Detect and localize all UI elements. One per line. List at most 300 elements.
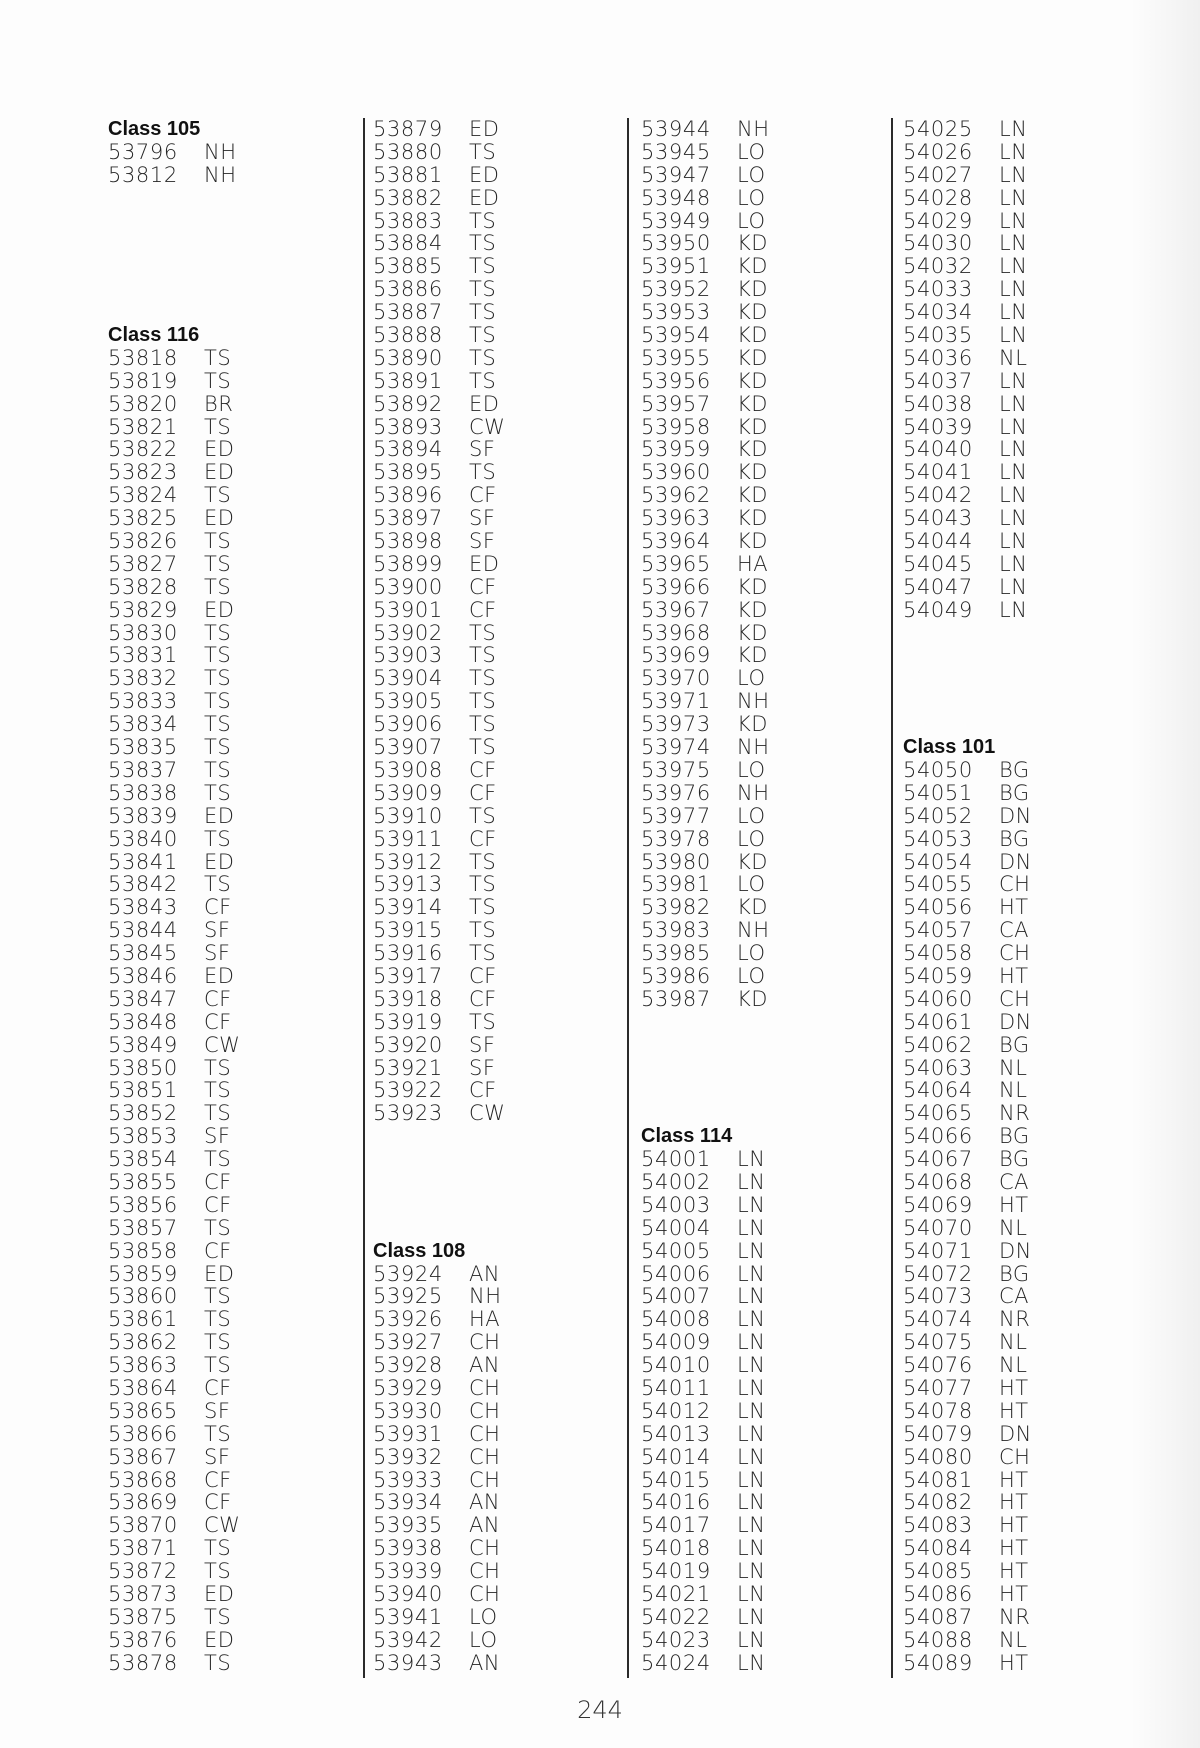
depot-code: ED [204, 460, 235, 485]
vehicle-number: 54013 [641, 1421, 711, 1446]
vehicle-number: 53796 [108, 139, 178, 164]
depot-code: SF [204, 918, 231, 943]
vehicle-row [373, 1446, 553, 1469]
vehicle-row [108, 1057, 288, 1080]
vehicle-number: 53850 [108, 1055, 178, 1080]
depot-code: NH [737, 780, 770, 805]
vehicle-row [108, 370, 288, 393]
depot-code: HT [999, 1490, 1029, 1515]
depot-code: KD [737, 437, 768, 462]
depot-code: NH [737, 689, 770, 714]
depot-code: TS [204, 368, 232, 393]
vehicle-number: 53930 [373, 1398, 443, 1423]
vehicle-row [108, 484, 288, 507]
vehicle-number: 54017 [641, 1513, 711, 1538]
depot-code: TS [469, 300, 497, 325]
depot-code: TS [204, 666, 232, 691]
vehicle-number: 54049 [903, 597, 973, 622]
depot-code: HA [469, 1307, 501, 1332]
depot-code: TS [204, 1330, 232, 1355]
vehicle-row [641, 1194, 821, 1217]
vehicle-row [903, 324, 1083, 347]
depot-code: TS [204, 529, 232, 554]
vehicle-row [373, 301, 553, 324]
vehicle-row [108, 1514, 288, 1537]
vehicle-row [903, 1102, 1083, 1125]
vehicle-row [108, 1652, 288, 1675]
vehicle-number: 53983 [641, 918, 711, 943]
vehicle-row [373, 393, 553, 416]
vehicle-row [108, 1263, 288, 1286]
vehicle-number: 53822 [108, 437, 178, 462]
vehicle-number: 53943 [373, 1650, 443, 1675]
depot-code: TS [204, 1421, 232, 1446]
depot-code: TS [204, 689, 232, 714]
vehicle-row [373, 1102, 553, 1125]
vehicle-row [373, 919, 553, 942]
vehicle-row [108, 1194, 288, 1217]
vehicle-number: 53882 [373, 185, 443, 210]
depot-code: CH [469, 1582, 501, 1606]
vehicle-row [903, 301, 1083, 324]
depot-code: TS [469, 254, 497, 279]
vehicle-row [373, 576, 553, 599]
depot-code: HT [999, 895, 1029, 920]
depot-code: LN [999, 117, 1028, 141]
vehicle-row [903, 942, 1083, 965]
vehicle-number: 54061 [903, 1009, 973, 1034]
vehicle-number: 53855 [108, 1169, 178, 1194]
vehicle-row [373, 782, 553, 805]
depot-code: LN [999, 414, 1028, 439]
vehicle-number: 53904 [373, 666, 443, 691]
vehicle-number: 53891 [373, 368, 443, 393]
vehicle-number: 53905 [373, 689, 443, 714]
vehicle-number: 54075 [903, 1330, 973, 1355]
vehicle-number: 53928 [373, 1353, 443, 1378]
vehicle-number: 54040 [903, 437, 973, 462]
vehicle-row [373, 805, 553, 828]
vehicle-number: 53870 [108, 1513, 178, 1538]
vehicle-row [903, 187, 1083, 210]
vehicle-row [373, 988, 553, 1011]
depot-code: BG [999, 1147, 1030, 1172]
depot-code: KD [737, 483, 768, 508]
vehicle-number: 53848 [108, 1009, 178, 1034]
spacer [108, 187, 288, 210]
vehicle-number: 53881 [373, 162, 443, 187]
vehicle-row [641, 667, 821, 690]
depot-code: LN [999, 460, 1028, 485]
vehicle-row [108, 1125, 288, 1148]
vehicle-number: 53914 [373, 895, 443, 920]
vehicle-number: 53872 [108, 1559, 178, 1584]
depot-code: LN [737, 1307, 766, 1332]
vehicle-row [108, 1491, 288, 1514]
vehicle-number: 53846 [108, 963, 178, 988]
vehicle-number: 54035 [903, 323, 973, 348]
depot-code: TS [204, 826, 232, 851]
vehicle-number: 54022 [641, 1604, 711, 1629]
depot-code: LN [737, 1536, 766, 1561]
vehicle-number: 54019 [641, 1559, 711, 1584]
vehicle-row [641, 851, 821, 874]
vehicle-row [641, 484, 821, 507]
vehicle-number: 53834 [108, 712, 178, 737]
vehicle-number: 54079 [903, 1421, 973, 1446]
depot-code: LN [999, 391, 1028, 416]
depot-code: TS [204, 1353, 232, 1378]
depot-code: CH [999, 1444, 1031, 1469]
vehicle-number: 53895 [373, 460, 443, 485]
vehicle-row [373, 690, 553, 713]
vehicle-row [903, 873, 1083, 896]
vehicle-number: 53924 [373, 1261, 443, 1286]
vehicle-number: 53812 [108, 162, 178, 187]
vehicle-number: 53970 [641, 666, 711, 691]
vehicle-row [903, 255, 1083, 278]
vehicle-number: 53875 [108, 1604, 178, 1629]
vehicle-number: 54016 [641, 1490, 711, 1515]
vehicle-number: 53868 [108, 1467, 178, 1492]
depot-code: NL [999, 1055, 1028, 1080]
vehicle-row [903, 988, 1083, 1011]
vehicle-row [641, 1308, 821, 1331]
vehicle-row [373, 1606, 553, 1629]
vehicle-number: 53964 [641, 529, 711, 554]
depot-code: LN [999, 323, 1028, 348]
vehicle-row [108, 873, 288, 896]
spacer [903, 713, 1083, 736]
vehicle-number: 53927 [373, 1330, 443, 1355]
depot-code: KD [737, 986, 768, 1011]
vehicle-number: 54069 [903, 1192, 973, 1217]
vehicle-number: 53864 [108, 1375, 178, 1400]
vehicle-number: 53939 [373, 1559, 443, 1584]
vehicle-row [903, 1011, 1083, 1034]
vehicle-number: 54038 [903, 391, 973, 416]
vehicle-row [903, 1606, 1083, 1629]
depot-code: LO [737, 826, 766, 851]
depot-code: SF [469, 529, 496, 554]
depot-code: LN [737, 1375, 766, 1400]
depot-code: ED [204, 597, 235, 622]
vehicle-number: 53853 [108, 1124, 178, 1149]
vehicle-number: 53987 [641, 986, 711, 1011]
vehicle-number: 53982 [641, 895, 711, 920]
vehicle-number: 54003 [641, 1192, 711, 1217]
vehicle-number: 53838 [108, 780, 178, 805]
vehicle-number: 53938 [373, 1536, 443, 1561]
vehicle-number: 53876 [108, 1627, 178, 1652]
vehicle-number: 53976 [641, 780, 711, 805]
vehicle-row [108, 1285, 288, 1308]
depot-code: TS [204, 1650, 232, 1675]
vehicle-row [641, 1171, 821, 1194]
vehicle-row [903, 1171, 1083, 1194]
vehicle-row [108, 1446, 288, 1469]
vehicle-number: 54005 [641, 1238, 711, 1263]
vehicle-number: 53863 [108, 1353, 178, 1378]
vehicle-row [903, 1400, 1083, 1423]
vehicle-number: 54050 [903, 757, 973, 782]
spacer [108, 210, 288, 233]
vehicle-number: 54062 [903, 1032, 973, 1057]
vehicle-row [108, 1400, 288, 1423]
vehicle-row [108, 1171, 288, 1194]
vehicle-row [108, 1423, 288, 1446]
vehicle-number: 53951 [641, 254, 711, 279]
vehicle-row [903, 393, 1083, 416]
vehicle-row [641, 873, 821, 896]
vehicle-row [373, 370, 553, 393]
vehicle-number: 53973 [641, 712, 711, 737]
vehicle-number: 53873 [108, 1582, 178, 1606]
depot-code: LN [999, 597, 1028, 622]
vehicle-row [641, 1606, 821, 1629]
vehicle-number: 54008 [641, 1307, 711, 1332]
vehicle-row [641, 599, 821, 622]
spacer [641, 1011, 821, 1034]
vehicle-number: 53884 [373, 231, 443, 256]
vehicle-number: 53866 [108, 1421, 178, 1446]
vehicle-row [903, 759, 1083, 782]
depot-code: CF [469, 597, 497, 622]
depot-code: BG [999, 780, 1030, 805]
depot-code: ED [204, 803, 235, 828]
vehicle-row [641, 393, 821, 416]
vehicle-number: 53865 [108, 1398, 178, 1423]
depot-code: CH [469, 1444, 501, 1469]
vehicle-row [373, 736, 553, 759]
vehicle-row [641, 255, 821, 278]
vehicle-row [108, 644, 288, 667]
depot-code: ED [204, 506, 235, 531]
depot-code: NH [737, 735, 770, 760]
vehicle-row [108, 1469, 288, 1492]
depot-code: LN [999, 506, 1028, 531]
vehicle-row [373, 1011, 553, 1034]
vehicle-number: 54011 [641, 1375, 711, 1400]
spacer [108, 301, 288, 324]
vehicle-number: 53955 [641, 345, 711, 370]
vehicle-row [108, 1377, 288, 1400]
depot-code: HT [999, 1650, 1029, 1675]
depot-code: NH [204, 139, 237, 164]
vehicle-row [373, 232, 553, 255]
vehicle-number: 53885 [373, 254, 443, 279]
vehicle-row [108, 690, 288, 713]
class-heading: Class 114 [641, 1125, 733, 1148]
depot-code: CA [999, 1284, 1030, 1309]
vehicle-row [373, 942, 553, 965]
depot-code: LO [469, 1627, 498, 1652]
vehicle-row [641, 1491, 821, 1514]
depot-code: CH [469, 1467, 501, 1492]
vehicle-row [373, 622, 553, 645]
depot-code: KD [737, 345, 768, 370]
vehicle-row [641, 347, 821, 370]
vehicle-row [903, 1285, 1083, 1308]
vehicle-row [903, 370, 1083, 393]
vehicle-row [903, 530, 1083, 553]
vehicle-row [373, 1377, 553, 1400]
depot-code: LN [737, 1582, 766, 1606]
vehicle-number: 53898 [373, 529, 443, 554]
vehicle-row [373, 210, 553, 233]
depot-code: KD [737, 529, 768, 554]
vehicle-row [108, 553, 288, 576]
vehicle-row [108, 1148, 288, 1171]
depot-code: CW [469, 1101, 506, 1126]
vehicle-row [373, 187, 553, 210]
vehicle-number: 53912 [373, 849, 443, 874]
depot-code: TS [204, 483, 232, 508]
depot-code: TS [469, 895, 497, 920]
vehicle-number: 53859 [108, 1261, 178, 1286]
vehicle-number: 54025 [903, 117, 973, 141]
vehicle-number: 54002 [641, 1169, 711, 1194]
vehicle-row [108, 1331, 288, 1354]
vehicle-number: 53945 [641, 139, 711, 164]
depot-code: TS [204, 1559, 232, 1584]
depot-code: LN [737, 1421, 766, 1446]
depot-code: HT [999, 1192, 1029, 1217]
vehicle-number: 54021 [641, 1582, 711, 1606]
depot-code: HT [999, 1582, 1029, 1606]
vehicle-row [641, 1537, 821, 1560]
vehicle-number: 53823 [108, 460, 178, 485]
vehicle-row [373, 1423, 553, 1446]
vehicle-number: 53908 [373, 757, 443, 782]
vehicle-row [108, 622, 288, 645]
vehicle-number: 53849 [108, 1032, 178, 1057]
depot-code: TS [469, 460, 497, 485]
depot-code: HT [999, 963, 1029, 988]
vehicle-number: 53841 [108, 849, 178, 874]
depot-code: ED [204, 1261, 235, 1286]
vehicle-row [641, 1652, 821, 1675]
vehicle-number: 53933 [373, 1467, 443, 1492]
depot-code: NH [737, 117, 770, 141]
depot-code: LO [737, 185, 766, 210]
depot-code: TS [469, 620, 497, 645]
page-number: 244 [577, 1696, 623, 1724]
vehicle-row [641, 1240, 821, 1263]
column-divider-2 [627, 118, 629, 1678]
depot-code: LN [999, 277, 1028, 302]
vehicle-row [641, 278, 821, 301]
spacer [373, 1125, 553, 1148]
spacer [108, 232, 288, 255]
depot-code: LN [999, 483, 1028, 508]
vehicle-number: 53821 [108, 414, 178, 439]
depot-code: LN [999, 231, 1028, 256]
vehicle-row [373, 164, 553, 187]
vehicle-row [373, 1079, 553, 1102]
vehicle-row [108, 438, 288, 461]
depot-code: AN [469, 1490, 501, 1515]
depot-code: LN [737, 1192, 766, 1217]
depot-code: LO [737, 208, 766, 233]
vehicle-number: 53820 [108, 391, 178, 416]
vehicle-row [108, 667, 288, 690]
vehicle-number: 54076 [903, 1353, 973, 1378]
depot-code: ED [204, 1627, 235, 1652]
class-heading: Class 116 [108, 324, 200, 347]
vehicle-row [373, 141, 553, 164]
vehicle-row [373, 438, 553, 461]
vehicle-number: 53847 [108, 986, 178, 1011]
vehicle-row [903, 1079, 1083, 1102]
vehicle-number: 53950 [641, 231, 711, 256]
depot-code: CH [469, 1375, 501, 1400]
vehicle-row [903, 1125, 1083, 1148]
vehicle-number: 53971 [641, 689, 711, 714]
vehicle-number: 53962 [641, 483, 711, 508]
vehicle-row [373, 1285, 553, 1308]
spacer [903, 690, 1083, 713]
vehicle-row [373, 851, 553, 874]
vehicle-number: 53985 [641, 941, 711, 966]
vehicle-number: 54006 [641, 1261, 711, 1286]
vehicle-row [641, 461, 821, 484]
vehicle-row [373, 1263, 553, 1286]
vehicle-row [108, 965, 288, 988]
depot-code: TS [204, 643, 232, 668]
vehicle-row [108, 1308, 288, 1331]
depot-code: LN [999, 162, 1028, 187]
depot-code: HT [999, 1375, 1029, 1400]
vehicle-row [903, 1652, 1083, 1675]
vehicle-row [903, 1217, 1083, 1240]
vehicle-number: 54066 [903, 1124, 973, 1149]
vehicle-number: 54004 [641, 1215, 711, 1240]
vehicle-number: 54024 [641, 1650, 711, 1675]
spacer [373, 1217, 553, 1240]
vehicle-row [641, 1285, 821, 1308]
depot-code: LN [737, 1284, 766, 1309]
depot-code: CH [469, 1421, 501, 1446]
depot-code: TS [469, 666, 497, 691]
vehicle-number: 53916 [373, 941, 443, 966]
depot-code: TS [204, 574, 232, 599]
vehicle-number: 54086 [903, 1582, 973, 1606]
vehicle-row [641, 713, 821, 736]
spacer [903, 667, 1083, 690]
vehicle-number: 54073 [903, 1284, 973, 1309]
depot-code: BG [999, 1124, 1030, 1149]
vehicle-number: 53858 [108, 1238, 178, 1263]
vehicle-number: 53824 [108, 483, 178, 508]
depot-code: CF [469, 963, 497, 988]
vehicle-number: 54077 [903, 1375, 973, 1400]
vehicle-row [373, 416, 553, 439]
vehicle-number: 54034 [903, 300, 973, 325]
depot-code: KD [737, 231, 768, 256]
spacer [641, 1102, 821, 1125]
vehicle-number: 53833 [108, 689, 178, 714]
depot-code: KD [737, 277, 768, 302]
depot-code: AN [469, 1261, 501, 1286]
vehicle-number: 53932 [373, 1444, 443, 1469]
vehicle-row [641, 965, 821, 988]
vehicle-row [903, 1034, 1083, 1057]
vehicle-number: 54054 [903, 849, 973, 874]
spacer [641, 1057, 821, 1080]
vehicle-row [641, 576, 821, 599]
vehicle-number: 53922 [373, 1078, 443, 1103]
